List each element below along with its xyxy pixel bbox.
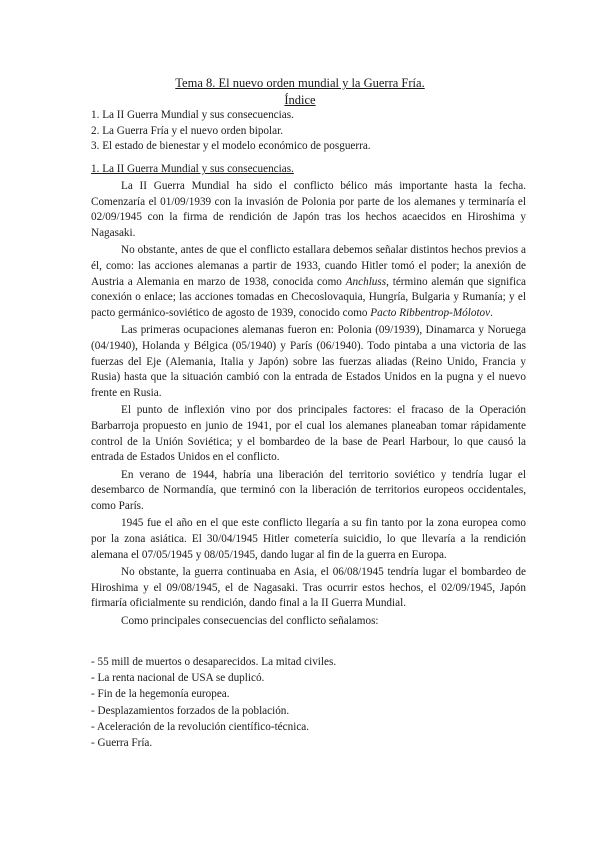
paragraph-text: . [490,306,493,319]
page-title: Tema 8. El nuevo orden mundial y la Guerra Fría. [175,76,425,90]
list-item: - Aceleración de la revolución científico-técnica. [91,720,310,733]
paragraph-text: , término alemán que significa conexión o enlace; las acciones tomadas en Checoslovaquia, Hungría, Bulgaria y Rumanía; y el pacto germánico-soviético de agosto de 1939, conocido como [91,275,526,319]
paragraph: El punto de inflexión vino por dos principales factores: el fracaso de la Operación Barbarroja propuesto en junio de 1941, por el cual los alemanes planeaban tomar rápidamente control de la Unión Soviética; y el bombardeo de la base de Pearl Harbour, lo que causó la entrada de Estados Unidos en el conflicto. [91,404,526,464]
index-item: 3. El estado de bienestar y el modelo económico de posguerra. [91,140,371,152]
list-item: - Desplazamientos forzados de la población. [91,704,290,717]
italic-term: Pacto Ribbentrop-Mólotov [370,306,491,319]
paragraph: Las primeras ocupaciones alemanas fueron en: Polonia (09/1939), Dinamarca y Noruega (04/1940), Holanda y Bélgica (05/1940) y París (06/1940). Todo pintaba a una victoria de las fuerzas del Eje (Alemania, Italia y Japón) sobre las fuerzas aliadas (Reino Unido, Francia y Rusia) hasta que la situación cambió con la entrada de Estados Unidos en la pugna y el nuevo frente en Rusia. [91,324,526,399]
index-heading: Índice [284,93,316,107]
consequences-list [91,654,336,751]
section-body [91,179,526,630]
index-item: 2. La Guerra Fría y el nuevo orden bipolar. [91,124,283,137]
index-list [91,108,371,155]
section-heading: 1. La II Guerra Mundial y sus consecuencias. [91,163,294,175]
paragraph-text: No obstante, antes de que el conflicto estallara debemos señalar distintos hechos previos a él, como: las acciones alemanas a partir de 1933, cuando Hitler tomó el poder; la anexión de Austria a Alemania en marzo de 1938, conocida como [91,244,526,288]
list-item: - Guerra Fría. [91,737,153,750]
paragraph: No obstante, la guerra continuaba en Asia, el 06/08/1945 tendría lugar el bombardeo de Hiroshima y el 09/08/1945, el de Nagasaki. Tras ocurrir estos hechos, el 02/09/1945, Japón firmaría oficialmente su rendición, dando final a la II Guerra Mundial. [91,566,526,610]
paragraph: Como principales consecuencias del conflicto señalamos: [121,615,379,628]
list-item: - 55 mill de muertos o desaparecidos. La mitad civiles. [91,656,337,668]
list-item: - La renta nacional de USA se duplicó. [91,672,265,685]
paragraph: 1945 fue el año en el que este conflicto llegaría a su fin tanto por la zona europea como por la zona asiática. El 30/04/1945 Hitler cometería suicidio, lo que llevaría a la rendición alemana el 07/05/1945 y 08/05/1945, dando lugar al fin de la guerra en Europa. [91,517,526,561]
paragraph [91,243,526,321]
paragraph: En verano de 1944, habría una liberación del territorio soviético y tendría lugar el desembarco de Normandía, que terminó con la liberación de territorios europeos occidentales, como París. [91,468,526,512]
italic-term: Anchluss [345,275,387,288]
index-item: 1. La II Guerra Mundial y sus consecuencias. [91,109,294,121]
paragraph: La II Guerra Mundial ha sido el conflicto bélico más importante hasta la fecha. Comenzaría el 01/09/1939 con la invasión de Polonia por parte de los alemanes y terminaría el 02/09/1945 con la firma de rendición de Japón tras los hechos acaecidos en Hiroshima y Nagasaki. [91,180,526,239]
list-item: - Fin de la hegemonía europea. [91,688,230,701]
